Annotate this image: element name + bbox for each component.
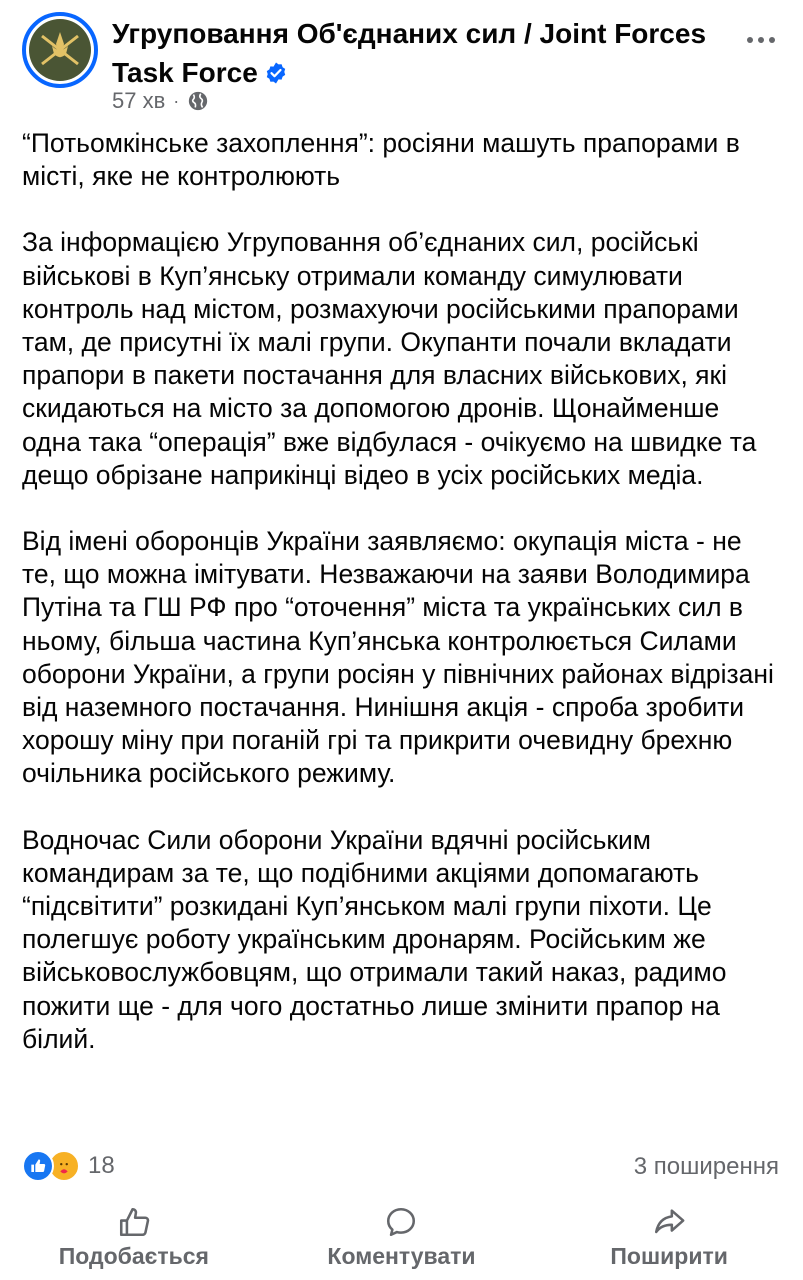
comment-label: Коментувати (327, 1243, 476, 1269)
like-label: Подобається (58, 1243, 209, 1269)
post-time[interactable]: 57 хв (112, 88, 166, 113)
emblem-icon (29, 19, 91, 81)
post-meta (112, 88, 209, 114)
page-avatar[interactable] (22, 12, 98, 88)
like-button[interactable] (24, 1205, 244, 1275)
post-header (22, 12, 791, 120)
comment-button[interactable] (291, 1205, 511, 1275)
globe-icon (187, 90, 209, 112)
thumbs-up-icon (117, 1205, 151, 1239)
share-icon (652, 1205, 686, 1239)
share-label: Поширити (610, 1243, 728, 1269)
post-paragraph: Від імені оборонців України заявляємо: окупація міста - не те, що можна імітувати. Незважаючи на заяви Володимира Путіна та ГШ РФ про “оточення” міста та українських сил в ньому, більша частина Куп’янська контролюється Силами оборони України, а групи росіян у північних районах відрізані від наземного постачання. Нинішня акція - спроба зробити хорошу міну при поганій грі та прикрити очевидну брехню очільника російського режиму. (22, 526, 774, 789)
verified-badge-icon (264, 61, 288, 85)
meta-separator: · (173, 90, 180, 111)
page-name[interactable] (112, 14, 722, 92)
more-dot-icon (747, 37, 753, 43)
post-paragraph: “Потьомкінське захоплення”: росіяни машуть прапорами в місті, яке не контролюють (22, 128, 740, 192)
page-name-text[interactable]: Угруповання Об'єднаних сил / Joint Forces Task Force (112, 18, 707, 88)
more-dot-icon (769, 37, 775, 43)
share-button[interactable] (559, 1205, 779, 1275)
post-paragraph: Водночас Сили оборони України вдячні російським командирам за те, що подібними акціями допомагають “підсвітити” розкидані Куп’янськом малі групи піхоти. Це полегшує роботу українським дронарям. Російським же військовослужбовцям, що отримали такий наказ, радимо пожити ще - для чого достатньо лише змінити прапор на білий. (22, 824, 727, 1054)
comment-icon (384, 1205, 418, 1239)
post-text (22, 127, 782, 1089)
more-dot-icon (758, 37, 764, 43)
reaction-count: 18 (88, 1152, 115, 1179)
more-options-button[interactable] (741, 20, 781, 60)
shares-count[interactable]: 3 поширення (633, 1153, 779, 1180)
reactions-summary[interactable] (22, 1150, 115, 1182)
post-actions (0, 1205, 803, 1275)
like-reaction-icon (22, 1150, 54, 1182)
post-paragraph: За інформацією Угруповання об’єднаних сил, російські військові в Куп’янську отримали команду симулювати контроль над містом, розмахуючи російськими прапорами там, де присутні їх малі групи. Окупанти почали вкладати прапори в пакети постачання для власних військових, які скидаються на місто за допомогою дронів. Щонайменше одна така “операція” вже відбулася - очікуємо на швидке та дещо обрізане наприкінці відео в усіх російських медіа. (22, 227, 757, 490)
